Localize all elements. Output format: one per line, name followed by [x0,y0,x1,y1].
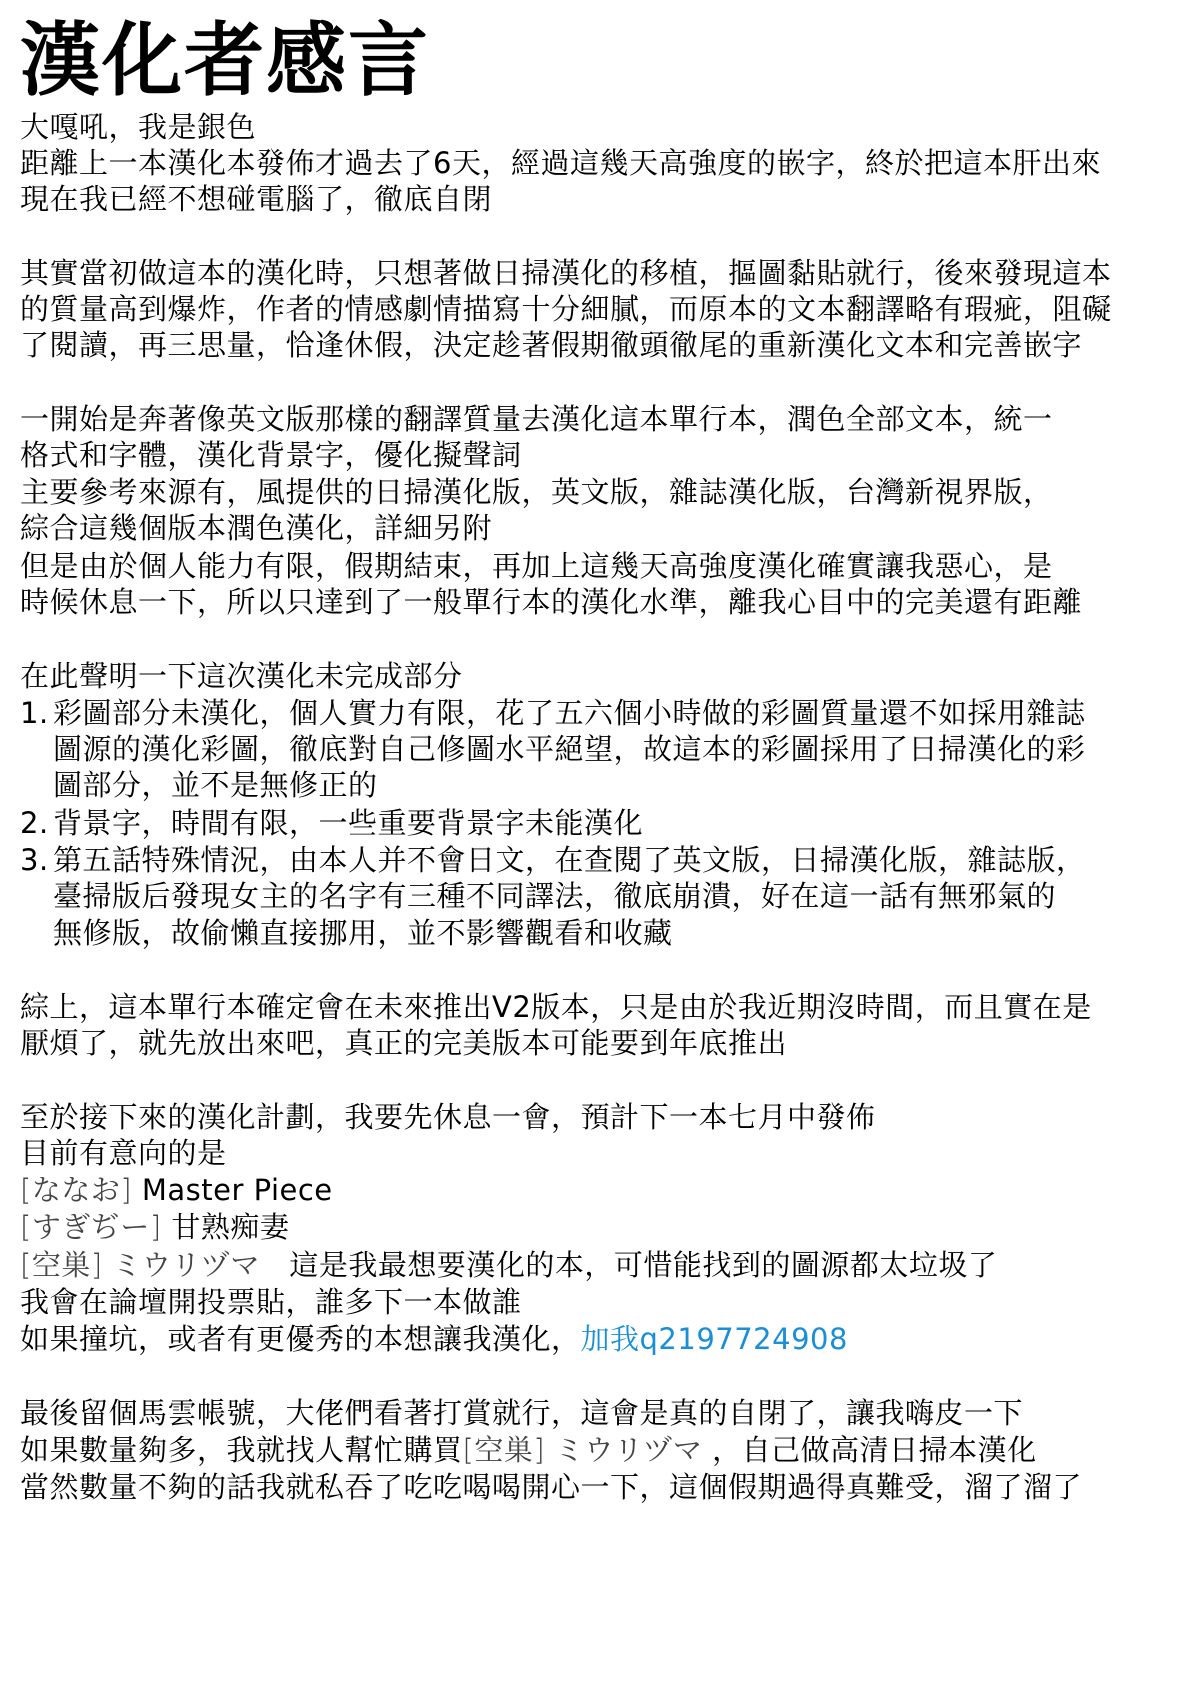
list-item-continuation: 圖源的漢化彩圖，徹底對自己修圖水平絕望，故這本的彩圖採用了日掃漢化的彩 [53,732,1086,766]
contact-link[interactable]: 加我q2197724908 [580,1322,848,1356]
candidate-item [20,1207,289,1247]
list-item-text: 彩圖部分未漢化，個人實力有限，花了五六個小時做的彩圖質量還不如採用雜誌 [53,696,1086,730]
list-item-continuation: 圖部分，並不是無修正的 [53,768,378,802]
candidate-circle: [空巣] [20,1248,103,1282]
contact-text: 如果撞坑，或者有更優秀的本想讓我漢化， [20,1322,581,1356]
candidate-work: 甘熟痴妻 [161,1210,290,1244]
list-number: 2. [20,806,49,840]
background-line: 了閱讀，再三思量，恰逢休假，決定趁著假期徹頭徹尾的重新漢化文本和完善嵌字 [20,328,1083,362]
list-item [20,693,1086,733]
intro-line: 距離上一本漢化本發佈才過去了6天，經過這幾天高強度的嵌字，終於把這本肝出來 [20,146,1101,180]
list-number: 3. [20,843,49,877]
list-item-continuation: 無修版，故偷懶直接挪用，並不影響觀看和收藏 [53,916,673,950]
page-title: 漢化者感言 [20,14,430,107]
goal-line: 一開始是奔著像英文版那樣的翻譯質量去漢化這本單行本，潤色全部文本，統一 [20,402,1053,436]
intro-line: 大嘎吼，我是銀色 [20,110,257,144]
list-item [20,803,643,843]
donation-text: ，自己做高清日掃本漢化 [702,1433,1037,1467]
candidate-item [20,1170,333,1210]
donation-text: 如果數量夠多，我就找人幫忙購買 [20,1433,463,1467]
intro-line: 現在我已經不想碰電腦了，徹底自閉 [20,182,493,216]
goal-line: 主要參考來源有，風提供的日掃漢化版，英文版，雜誌漢化版，台灣新視界版， [20,475,1053,509]
donation-line [20,1430,1037,1470]
candidate-note: 這是我最想要漢化的本，可惜能找到的圖源都太垃圾了 [259,1248,998,1282]
contact-line [20,1319,848,1359]
summary-line: 綜上，這本單行本確定會在未來推出V2版本，只是由於我近期沒時間，而且實在是 [20,990,1092,1024]
list-item [20,840,1086,880]
plans-line: 目前有意向的是 [20,1136,227,1170]
donation-line: 最後留個馬雲帳號，大佬們看著打賞就行，這會是真的自閉了，讓我嗨皮一下 [20,1396,1024,1430]
goal-line: 格式和字體，漢化背景字，優化擬聲詞 [20,438,522,472]
background-line: 其實當初做這本的漢化時，只想著做日掃漢化的移植，摳圖黏貼就行，後來發現這本 [20,256,1112,290]
background-line: 的質量高到爆炸，作者的情感劇情描寫十分細膩，而原本的文本翻譯略有瑕疵，阻礙 [20,292,1112,326]
list-item-text: 第五話特殊情況，由本人并不會日文，在查閱了英文版，日掃漢化版，雜誌版， [53,843,1086,877]
list-number: 1. [20,696,49,730]
candidate-work: ミウリヅマ [102,1248,260,1282]
summary-line: 厭煩了，就先放出來吧，真正的完美版本可能要到年底推出 [20,1026,788,1060]
goal-line: 綜合這幾個版本潤色漢化，詳細另附 [20,511,493,545]
plans-line: 至於接下來的漢化計劃，我要先休息一會，預計下一本七月中發佈 [20,1100,876,1134]
goal-line: 但是由於個人能力有限，假期結束，再加上這幾天高強度漢化確實讓我惡心，是 [20,549,1053,583]
candidate-work: Master Piece [132,1173,333,1207]
list-item-continuation: 臺掃版后發現女主的名字有三種不同譯法，徹底崩潰，好在這一話有無邪氣的 [53,879,1057,913]
candidate-circle: [ななお] [20,1173,133,1207]
vote-line: 我會在論壇開投票貼，誰多下一本做誰 [20,1285,522,1319]
candidate-circle: [すぎぢー] [20,1210,162,1244]
donation-work: ミウリヅマ [545,1433,703,1467]
candidate-item [20,1245,997,1285]
donation-line: 當然數量不夠的話我就私吞了吃吃喝喝開心一下，這個假期過得真難受，溜了溜了 [20,1470,1083,1504]
unfinished-heading: 在此聲明一下這次漢化未完成部分 [20,659,463,693]
donation-circle: [空巣] [462,1433,546,1467]
goal-line: 時候休息一下，所以只達到了一般單行本的漢化水準，離我心目中的完美還有距離 [20,585,1083,619]
list-item-text: 背景字，時間有限，一些重要背景字未能漢化 [53,806,644,840]
